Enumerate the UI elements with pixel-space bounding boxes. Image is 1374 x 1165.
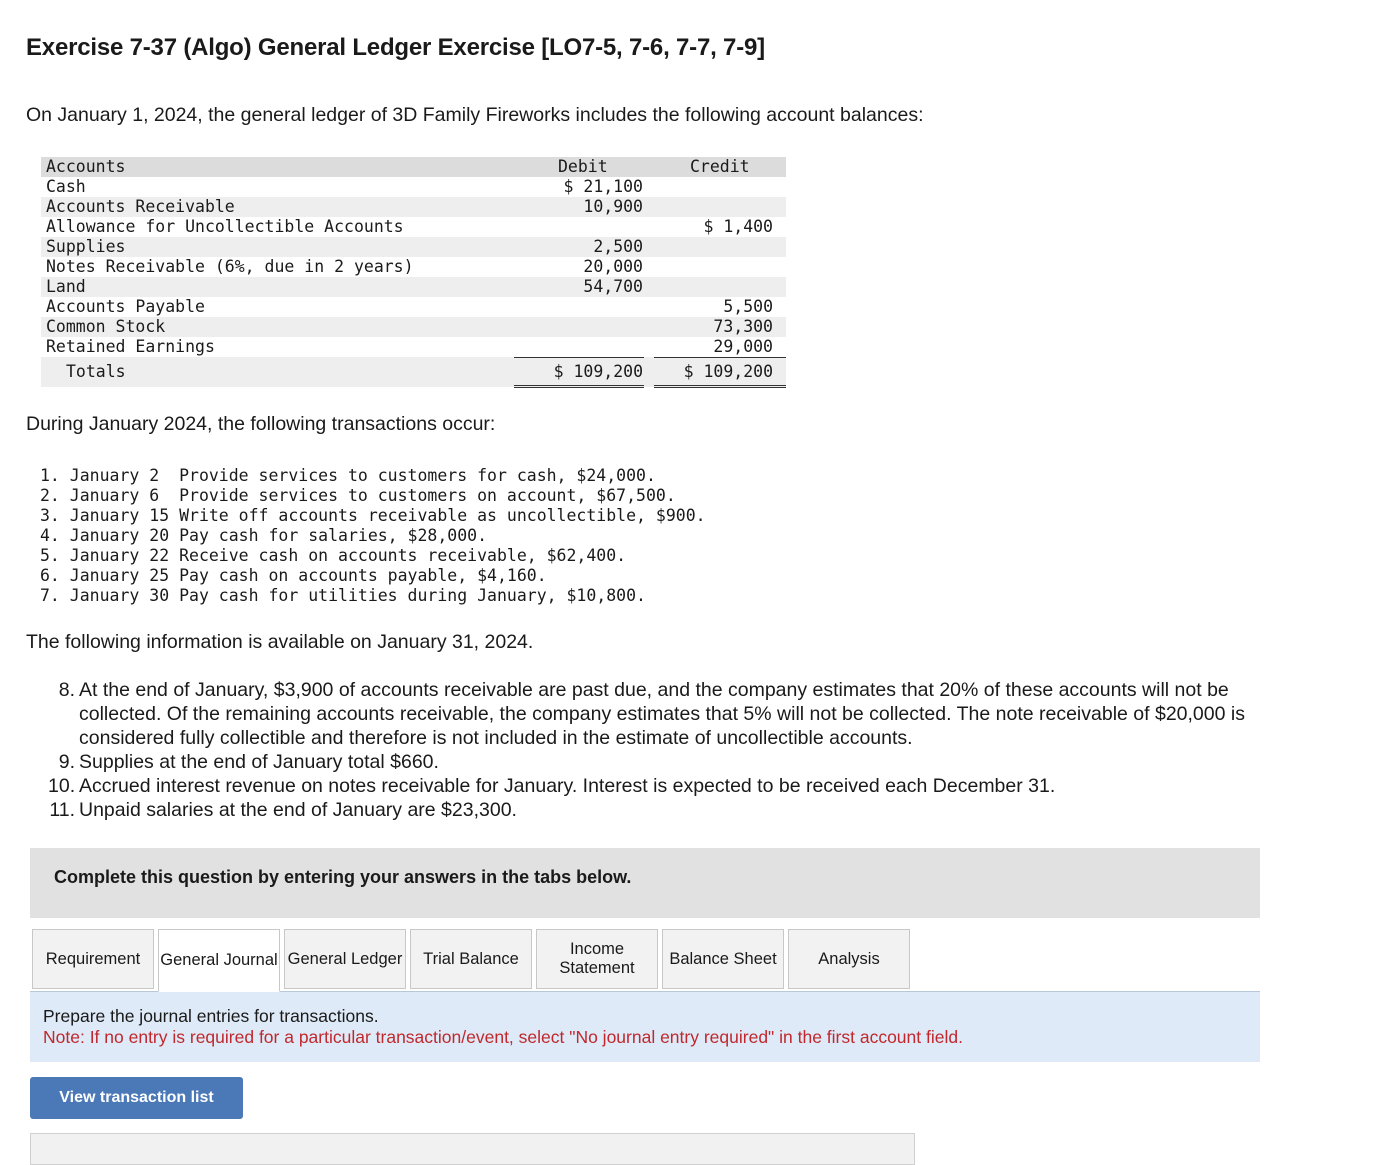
adjustment-text: Supplies at the end of January total $660.	[79, 751, 439, 773]
adjustment-item	[48, 774, 1288, 798]
credit-value: 5,500	[723, 297, 773, 316]
transaction-item: 5. January 22 Receive cash on accounts receivable, $62,400.	[40, 546, 627, 565]
transaction-item: 1. January 2 Provide services to customers for cash, $24,000.	[40, 466, 656, 485]
tab-analysis[interactable]: Analysis	[788, 929, 910, 989]
account-name: Retained Earnings	[46, 337, 215, 356]
adjustment-list	[48, 678, 1288, 822]
view-transaction-list-button[interactable]: View transaction list	[30, 1077, 243, 1119]
ledger-row	[41, 177, 786, 197]
credit-total-double-underline	[654, 385, 786, 388]
adjustment-text: Accrued interest revenue on notes receivable for January. Interest is expected to be received each December 31.	[79, 775, 1056, 797]
tab-trial-balance[interactable]: Trial Balance	[410, 929, 532, 989]
journal-entry-area	[30, 1133, 915, 1165]
complete-prompt: Complete this question by entering your answers in the tabs below.	[54, 867, 632, 887]
panel-instruction: Prepare the journal entries for transactions.	[43, 1006, 379, 1026]
account-name: Notes Receivable (6%, due in 2 years)	[46, 257, 414, 276]
tab-balance-sheet[interactable]: Balance Sheet	[662, 929, 784, 989]
panel-note: Note: If no entry is required for a particular transaction/event, select "No journal entry required" in the first account field.	[43, 1027, 963, 1047]
tab-general-ledger[interactable]: General Ledger	[284, 929, 406, 989]
credit-value: 29,000	[713, 337, 773, 356]
tab-requirement[interactable]: Requirement	[32, 929, 154, 989]
total-debit: $ 109,200	[553, 362, 643, 381]
debit-total-underline	[514, 357, 644, 358]
total-credit: $ 109,200	[683, 362, 773, 381]
ledger-row	[41, 297, 786, 317]
ledger-totals-row	[41, 357, 786, 387]
tab-income-statement[interactable]: Income Statement	[536, 929, 658, 989]
debit-total-double-underline	[514, 385, 644, 388]
account-name: Accounts Payable	[46, 297, 205, 316]
ledger-row	[41, 197, 786, 217]
adjustment-number: 10.	[48, 775, 76, 797]
header-debit: Debit	[558, 157, 608, 176]
transaction-item: 6. January 25 Pay cash on accounts payable, $4,160.	[40, 566, 547, 585]
ledger-row	[41, 277, 786, 297]
debit-value: $ 21,100	[563, 177, 643, 196]
debit-value: 2,500	[593, 237, 643, 256]
ledger-row	[41, 317, 786, 337]
instruction-panel	[30, 991, 1260, 1062]
adjustment-item	[48, 798, 1288, 822]
ledger-row	[41, 337, 786, 357]
ledger-row	[41, 237, 786, 257]
credit-value: $ 1,400	[703, 217, 773, 236]
ledger-header-row	[41, 157, 786, 177]
adjustment-number: 8.	[58, 679, 75, 701]
complete-prompt-box	[30, 848, 1260, 918]
credit-total-underline	[654, 357, 786, 358]
adjustment-item	[48, 750, 1288, 774]
transaction-list	[40, 466, 706, 606]
debit-value: 10,900	[583, 197, 643, 216]
account-name: Supplies	[46, 237, 126, 256]
account-name: Common Stock	[46, 317, 166, 336]
totals-label: Totals	[66, 362, 126, 381]
transaction-item: 3. January 15 Write off accounts receivable as uncollectible, $900.	[40, 506, 706, 525]
adjustment-text: Unpaid salaries at the end of January are $23,300.	[79, 799, 517, 821]
ledger-row	[41, 257, 786, 277]
intro-text: On January 1, 2024, the general ledger of 3D Family Fireworks includes the following account balances:	[26, 104, 924, 126]
transaction-item: 4. January 20 Pay cash for salaries, $28,000.	[40, 526, 488, 545]
adjustment-number: 11.	[49, 799, 75, 821]
ledger-row	[41, 217, 786, 237]
credit-value: 73,300	[713, 317, 773, 336]
account-name: Cash	[46, 177, 86, 196]
transactions-intro: During January 2024, the following transactions occur:	[26, 413, 496, 435]
page-title: Exercise 7-37 (Algo) General Ledger Exercise [LO7-5, 7-6, 7-7, 7-9]	[26, 34, 765, 61]
debit-value: 20,000	[583, 257, 643, 276]
transaction-item: 2. January 6 Provide services to customers on account, $67,500.	[40, 486, 676, 505]
account-name: Land	[46, 277, 86, 296]
account-name: Allowance for Uncollectible Accounts	[46, 217, 404, 236]
account-name: Accounts Receivable	[46, 197, 235, 216]
adjustments-intro: The following information is available on January 31, 2024.	[26, 631, 534, 653]
adjustment-number: 9.	[58, 751, 75, 773]
transaction-item: 7. January 30 Pay cash for utilities during January, $10,800.	[40, 586, 646, 605]
tab-general-journal[interactable]: General Journal	[158, 929, 280, 992]
header-credit: Credit	[690, 157, 750, 176]
ledger-table	[41, 157, 786, 387]
adjustment-item	[48, 678, 1288, 750]
adjustment-text: At the end of January, $3,900 of accounts receivable are past due, and the company estimates that 20% of these accounts will not be collected. Of the remaining accounts receivable, the company estimates that 5% will not be collected. The note receivable of $20,000 is considered fully collectible and therefore is not included in the estimate of uncollectible accounts.	[79, 679, 1245, 749]
header-accounts: Accounts	[46, 157, 126, 176]
debit-value: 54,700	[583, 277, 643, 296]
